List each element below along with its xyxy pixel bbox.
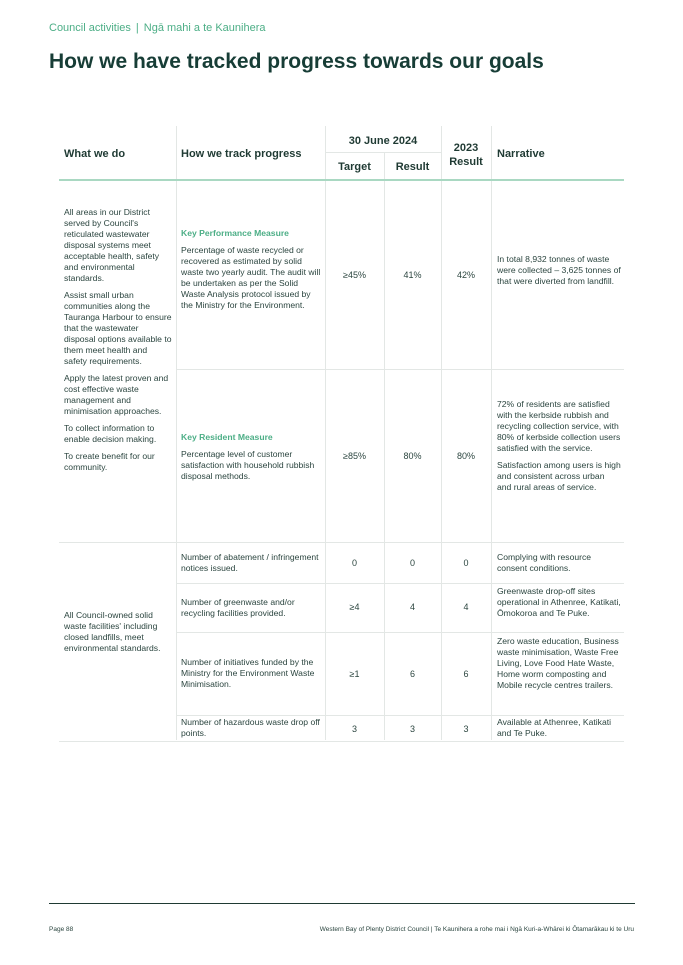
result-value: 41% [403, 270, 422, 280]
measure-type-label: Key Resident Measure [181, 432, 273, 442]
prev-result-value: 3 [463, 724, 469, 734]
measure-text: Number of initiatives funded by the Ministry for the Environment Waste Minimisation. [181, 657, 315, 689]
prev-result-value: 6 [463, 669, 469, 679]
narrative-text: 72% of residents are satisfied with the kerbside rubbish and recycling collection service, with 80% of kerbside collection users satisfied with the service. [497, 399, 621, 453]
measure-text: Percentage level of customer satisfaction with household rubbish disposal methods. [181, 449, 315, 481]
header-prev-result: 2023 Result [449, 142, 483, 168]
table-divider [176, 632, 624, 633]
measure-cell [181, 432, 321, 488]
table-divider [441, 126, 442, 740]
table-divider [325, 152, 441, 153]
target-value: 3 [351, 724, 357, 734]
measure-cell [181, 228, 321, 317]
what-we-do-paragraph: Assist small urban communities along the Tauranga Harbour to ensure that the wastewater disposal options available to them meet health and safety requirements. [64, 290, 172, 366]
header-how-we-track: How we track progress [181, 148, 302, 160]
header-period: 30 June 2024 [348, 135, 418, 147]
target-value: ≥1 [349, 669, 360, 679]
what-we-do-paragraph: To create benefit for our community. [64, 451, 155, 472]
result-value: 3 [409, 724, 415, 734]
table-divider [176, 369, 624, 370]
table-divider [176, 126, 177, 740]
table-divider [491, 126, 492, 740]
table-divider [59, 542, 624, 543]
table-divider [59, 741, 624, 742]
result-value: 80% [403, 451, 422, 461]
footer-divider [49, 903, 635, 904]
measure-type-label: Key Performance Measure [181, 228, 289, 238]
page-number: Page 88 [49, 926, 74, 933]
what-we-do-paragraph: To collect information to enable decision making. [64, 423, 157, 444]
header-what-we-do: What we do [64, 148, 126, 160]
what-we-do-paragraph: Apply the latest proven and cost effective waste management and minimisation approaches. [64, 373, 169, 416]
result-value: 6 [409, 669, 415, 679]
what-we-do-paragraph: All Council-owned solid waste facilities' including closed landfills, meet environmental standards. [64, 610, 161, 653]
narrative-cell [497, 399, 621, 499]
table-divider [176, 583, 624, 584]
measure-text: Number of abatement / infringement notices issued. [181, 552, 319, 573]
table-divider [176, 715, 624, 716]
target-value: ≥45% [343, 270, 366, 280]
what-we-do-group1 [64, 207, 172, 479]
page-title: How we have tracked progress towards our goals [49, 50, 544, 73]
breadcrumb-maori: Ngā mahi a te Kaunihera [143, 22, 266, 34]
table-divider [384, 152, 385, 740]
footer-publisher: Western Bay of Plenty District Council | Te Kaunihera a rohe mai i Ngā Kuri-a-Whārei ki Ōtamarākau ki te Uru [319, 926, 634, 933]
narrative-text: Greenwaste drop-off sites operational in Athenree, Katikati, Ōmokoroa and Te Puke. [497, 586, 621, 618]
result-value: 4 [409, 602, 415, 612]
breadcrumb-separator: | [135, 22, 139, 34]
narrative-cell [497, 254, 621, 293]
breadcrumb-section: Council activities [49, 22, 131, 34]
measure-text: Percentage of waste recycled or recovered as estimated by solid waste two yearly audit. The audit will be undertaken as per the Solid Waste Analysis protocol issued by the Ministry for the Environment. [181, 245, 321, 310]
what-we-do-group2 [64, 610, 164, 660]
narrative-text: Available at Athenree, Katikati and Te Puke. [497, 717, 612, 738]
narrative-text: In total 8,932 tonnes of waste were collected – 3,625 tonnes of that were diverted from landfill. [497, 254, 621, 286]
result-value: 0 [409, 558, 415, 568]
narrative-text: Satisfaction among users is high and consistent across urban and rural areas of service. [497, 460, 621, 492]
target-value: ≥85% [343, 451, 366, 461]
what-we-do-paragraph: All areas in our District served by Council's reticulated wastewater disposal systems meet acceptable health, safety and environmental standards. [64, 207, 160, 283]
target-value: 0 [351, 558, 357, 568]
breadcrumb [49, 22, 265, 34]
measure-text: Number of hazardous waste drop off points. [181, 717, 320, 738]
header-target: Target [338, 161, 371, 173]
header-narrative: Narrative [497, 148, 545, 160]
narrative-text: Zero waste education, Business waste minimisation, Waste Free Living, Love Food Hate Waste, Home worm composting and Mobile recycle centres trailers. [497, 636, 619, 690]
prev-result-value: 0 [463, 558, 469, 568]
table-header-rule [59, 179, 624, 181]
prev-result-value: 42% [456, 270, 475, 280]
prev-result-value: 4 [463, 602, 469, 612]
header-result: Result [395, 161, 430, 173]
target-value: ≥4 [349, 602, 360, 612]
table-divider [325, 126, 326, 740]
prev-result-value: 80% [456, 451, 475, 461]
measure-text: Number of greenwaste and/or recycling facilities provided. [181, 597, 295, 618]
narrative-text: Complying with resource consent conditions. [497, 552, 592, 573]
